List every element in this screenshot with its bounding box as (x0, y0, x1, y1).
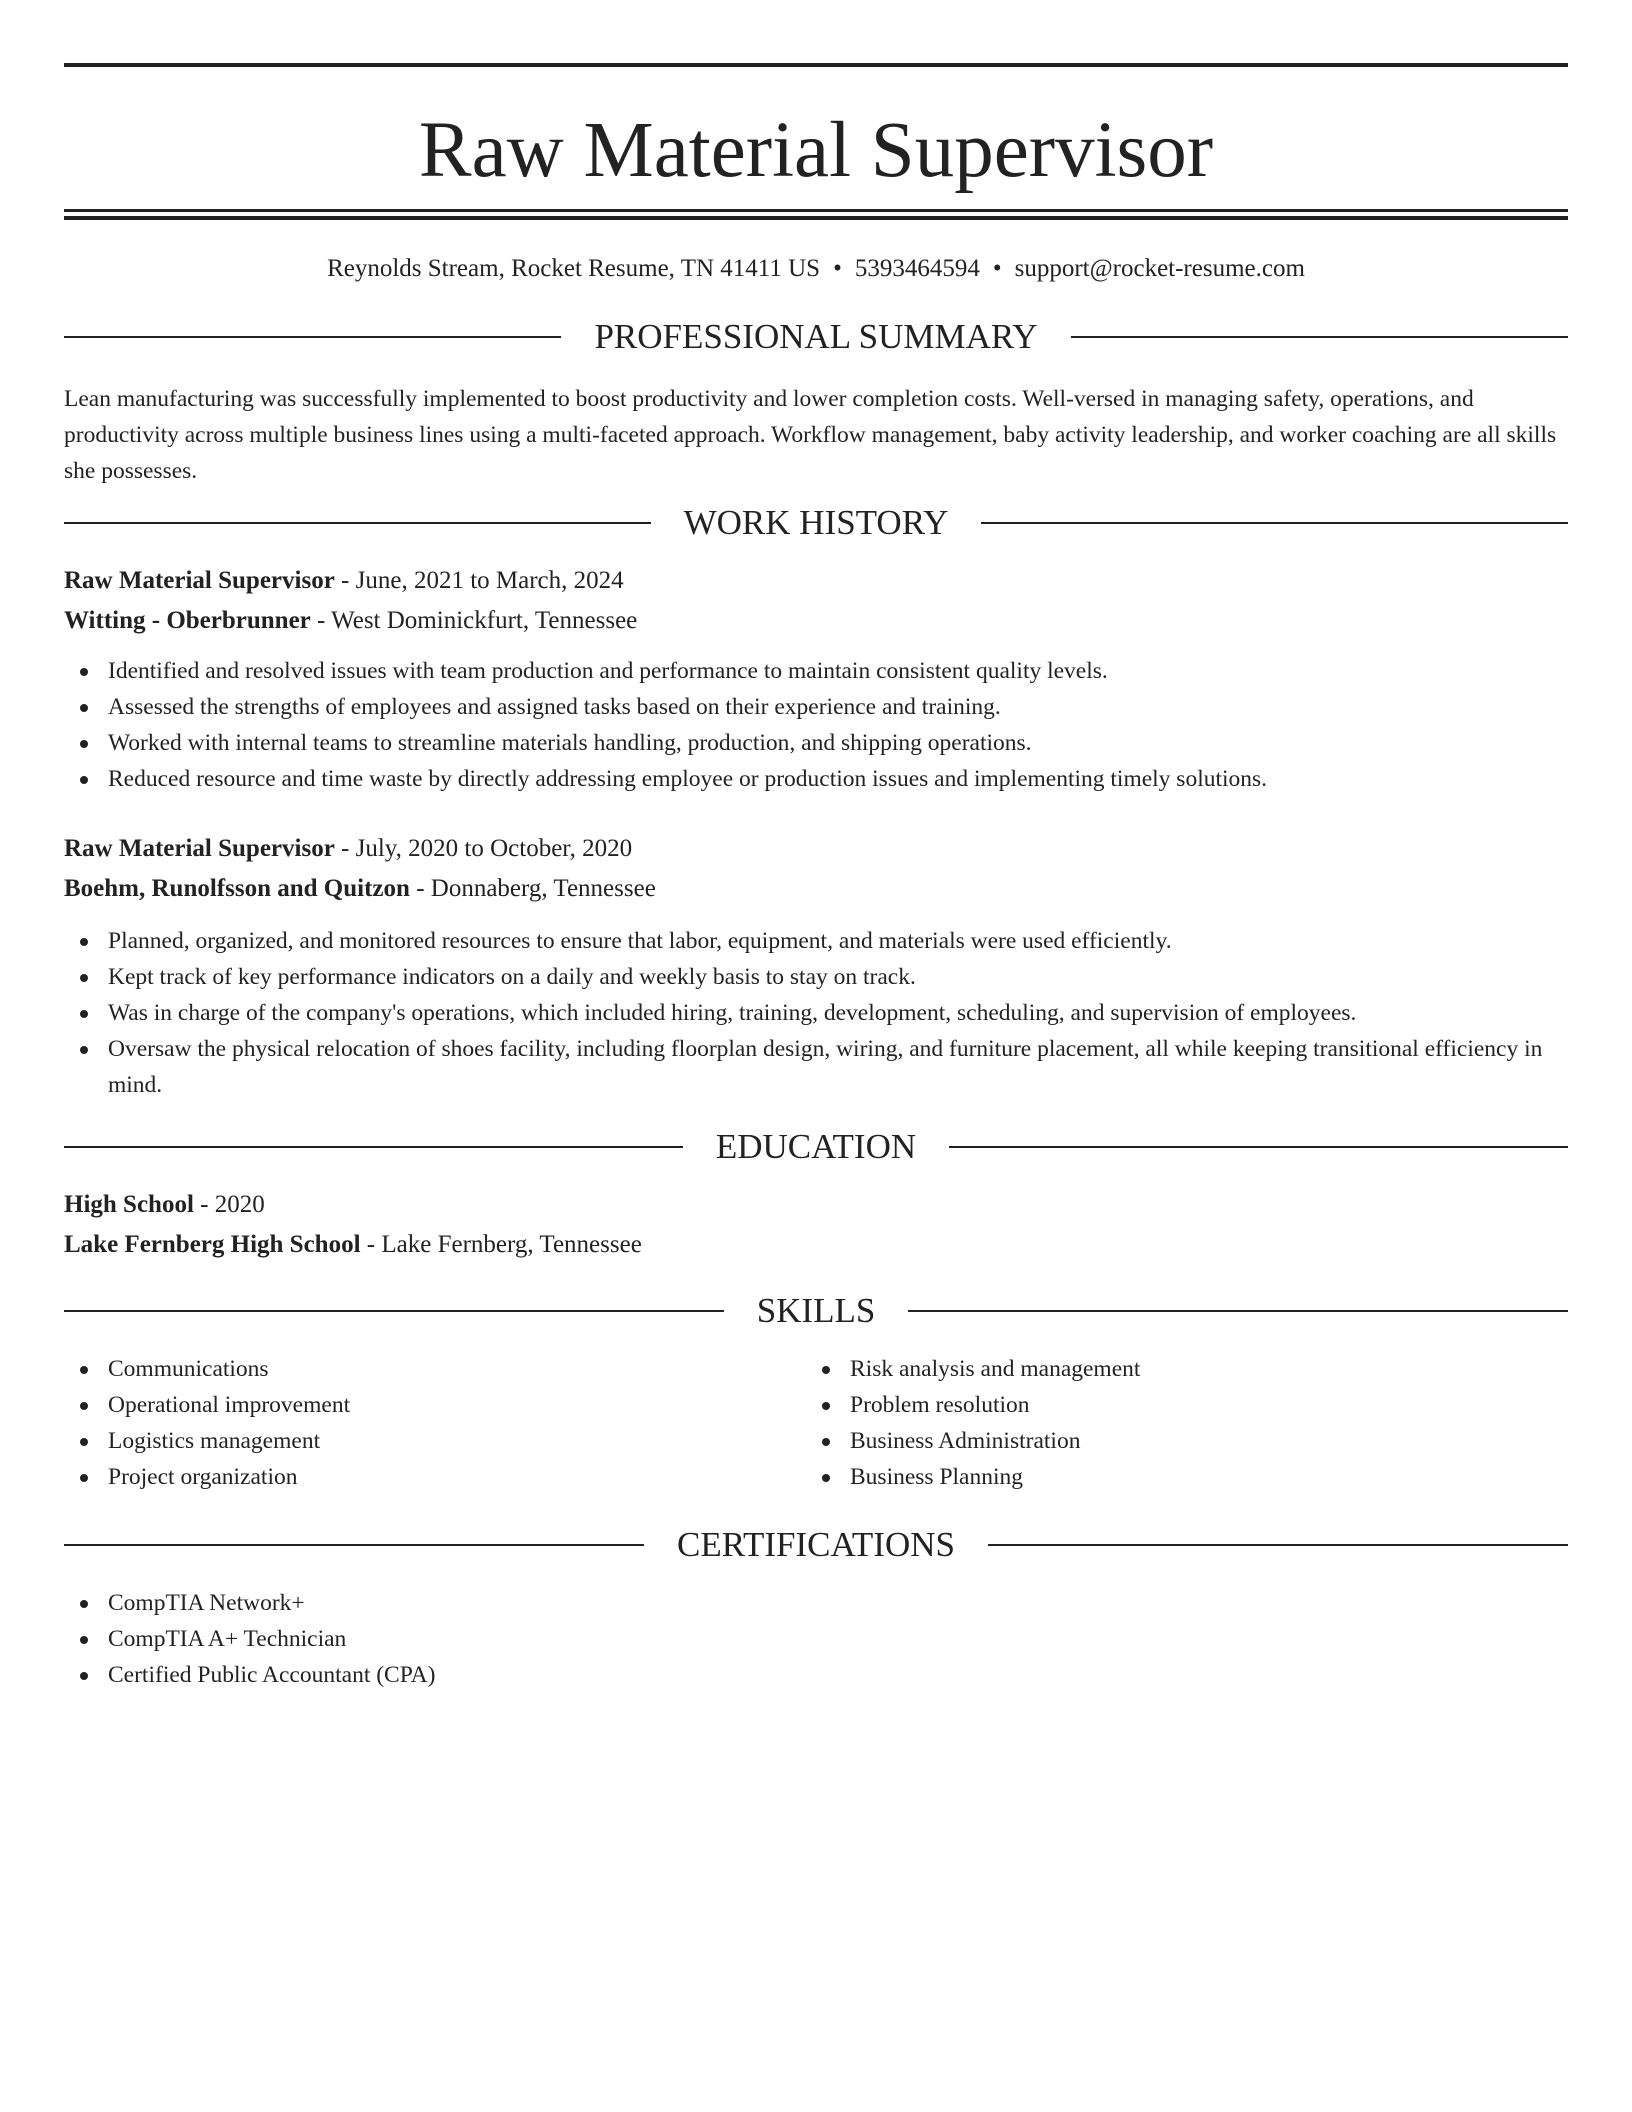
page-title: Raw Material Supervisor (418, 107, 1214, 194)
heading-rule-right (908, 1310, 1568, 1312)
list-item: Project organization (64, 1459, 806, 1495)
list-item: Kept track of key performance indicators on a daily and weekly basis to stay on track. (64, 959, 1568, 995)
job-company-line (64, 601, 1568, 641)
list-item: Oversaw the physical relocation of shoes facility, including floorplan design, wiring, and furniture placement, all while keeping transitional efficiency in mind. (64, 1031, 1568, 1103)
list-item: Operational improvement (64, 1387, 806, 1423)
list-item: Business Administration (806, 1423, 1548, 1459)
list-item: Planned, organized, and monitored resources to ensure that labor, equipment, and materials were used efficiently. (64, 923, 1568, 959)
job-title: Raw Material Supervisor (64, 835, 335, 862)
list-item: Logistics management (64, 1423, 806, 1459)
heading-rule-right (949, 1146, 1568, 1148)
section-heading-education (64, 1125, 1568, 1169)
contact-address: Reynolds Stream, Rocket Resume, TN 41411 US (327, 255, 821, 282)
job-company-line (64, 869, 1568, 909)
job-bullets (64, 653, 1568, 797)
skills-grid (64, 1351, 1568, 1495)
heading-rule-right (1071, 336, 1568, 338)
section-heading-label: CERTIFICATIONS (677, 1525, 955, 1564)
education-school: Lake Fernberg High School (64, 1231, 361, 1258)
list-item: Certified Public Accountant (CPA) (64, 1657, 1568, 1693)
heading-rule-right (988, 1544, 1568, 1546)
job-title-line (64, 829, 1568, 869)
job-dates: - July, 2020 to October, 2020 (334, 835, 633, 862)
education-school-line (64, 1225, 1568, 1265)
list-item: Worked with internal teams to streamline materials handling, production, and shipping operations. (64, 725, 1568, 761)
list-item: Business Planning (806, 1459, 1548, 1495)
contact-email: support@rocket-resume.com (1014, 255, 1305, 282)
job-company: Witting - Oberbrunner (64, 607, 311, 634)
contact-line (64, 253, 1568, 285)
heading-rule-left (64, 522, 651, 524)
list-item: CompTIA Network+ (64, 1585, 1568, 1621)
heading-rule-left (64, 336, 561, 338)
summary-text: Lean manufacturing was successfully implemented to boost productivity and lower completion costs. Well-versed in managing safety, operations, and productivity across multiple business lines using a multi-faceted approach. Workflow management, baby activity leadership, and worker coaching are all skills she possesses. (64, 386, 1557, 484)
job-company: Boehm, Runolfsson and Quitzon (64, 875, 410, 902)
list-item: Identified and resolved issues with team production and performance to maintain consistent quality levels. (64, 653, 1568, 689)
heading-rule-right (981, 522, 1568, 524)
job-entry (64, 829, 1568, 1103)
job-dates: - June, 2021 to March, 2024 (334, 567, 624, 594)
skills-list-left (64, 1351, 806, 1495)
header-top-rule (64, 63, 1568, 67)
contact-separator: • (833, 255, 842, 282)
list-item: Was in charge of the company's operations, which included hiring, training, development, scheduling, and supervision of employees. (64, 995, 1568, 1031)
section-heading-skills (64, 1289, 1568, 1333)
education-year: - 2020 (193, 1191, 265, 1218)
section-heading-summary (64, 315, 1568, 359)
heading-rule-left (64, 1146, 683, 1148)
education-degree-line (64, 1185, 1568, 1225)
header-double-rule (64, 209, 1568, 220)
job-location: - West Dominickfurt, Tennessee (310, 607, 638, 634)
list-item: Reduced resource and time waste by directly addressing employee or production issues and implementing timely solutions. (64, 761, 1568, 797)
contact-separator: • (992, 255, 1002, 282)
section-heading-label: PROFESSIONAL SUMMARY (594, 317, 1038, 356)
section-heading-label: EDUCATION (715, 1127, 917, 1166)
certifications-list (64, 1585, 1568, 1693)
skills-list-right (806, 1351, 1548, 1495)
list-item: Assessed the strengths of employees and assigned tasks based on their experience and training. (64, 689, 1568, 725)
heading-rule-left (64, 1544, 644, 1546)
education-location: - Lake Fernberg, Tennessee (360, 1231, 642, 1258)
contact-phone: 5393464594 (854, 255, 980, 282)
list-item: Communications (64, 1351, 806, 1387)
section-heading-label: WORK HISTORY (683, 503, 949, 542)
heading-rule-left (64, 1310, 724, 1312)
section-heading-work-history (64, 501, 1568, 545)
list-item: Risk analysis and management (806, 1351, 1548, 1387)
education-degree: High School (64, 1191, 194, 1218)
job-title: Raw Material Supervisor (64, 567, 335, 594)
list-item: CompTIA A+ Technician (64, 1621, 1568, 1657)
list-item: Problem resolution (806, 1387, 1548, 1423)
job-entry (64, 561, 1568, 797)
job-bullets (64, 923, 1568, 1103)
job-title-line (64, 561, 1568, 601)
section-heading-certifications (64, 1523, 1568, 1567)
job-location: - Donnaberg, Tennessee (409, 875, 656, 902)
education-entry (64, 1185, 1568, 1265)
resume-page (64, 0, 1568, 1693)
section-heading-label: SKILLS (756, 1291, 876, 1330)
